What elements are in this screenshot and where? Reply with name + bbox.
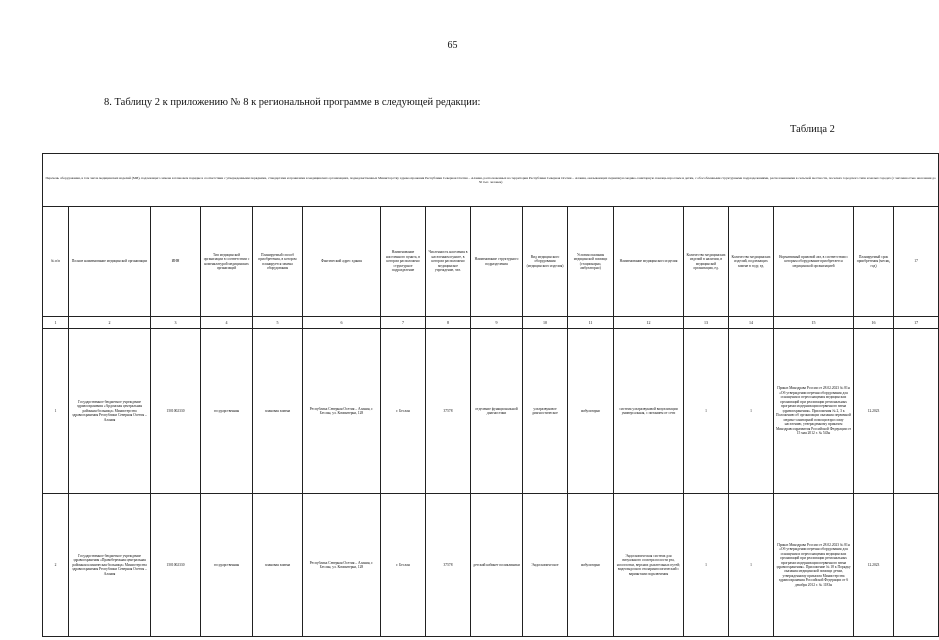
column-number: 6 [303,317,381,329]
cell-extra [894,494,939,637]
cell-kind: ультразвуковое диагностическое [523,329,568,494]
page-number: 65 [447,40,458,51]
column-number: 2 [69,317,151,329]
column-header: Вид медицинского оборудования (медицинского изделия) [523,207,568,317]
cell-org: Государственное бюджетное учреждение здравоохранения «Правобережная центральная районная клиническая больница» Министерства здравоохранения Республики Северная Осетия – Алания [69,494,151,637]
column-header: Наименование медицинского изделия [614,207,684,317]
column-number: 4 [201,317,253,329]
column-header: Планируемый способ приобретения, в котором планируется замена оборудования [253,207,303,317]
column-number: 14 [729,317,774,329]
cell-qty-have: 1 [684,329,729,494]
equipment-table [42,153,939,637]
cell-extra [894,329,939,494]
table-header-row [43,207,939,317]
cell-population: 37578 [426,494,471,637]
column-header: Полное наименование медицинской организации [69,207,151,317]
cell-num: 1 [43,329,69,494]
table-row [43,329,939,494]
column-number: 3 [151,317,201,329]
intro-text: 8. Таблицу 2 к приложению № 8 к региональной программе в следующей редакции: [104,97,481,108]
cell-address: Республика Северная Осетия – Алания, г. Беслан, ул. Коминтерна, 128 [303,329,381,494]
column-header: 17 [894,207,939,317]
column-number-row [43,317,939,329]
cell-device: Эндоскопическая система для визуального осмотра полости рта, носоглотки, верхних дыхательных путей; видеоэндоскоп отоларингологический с вариантами подключения [614,494,684,637]
column-header: Численность населения в населенном пункте, в котором расположено медицинское учреждение, чел. [426,207,471,317]
column-number: 13 [684,317,729,329]
column-number: 11 [568,317,614,329]
cell-method: плановая замена [253,329,303,494]
column-header: Планируемый срок приобретения (месяц, год) [854,207,894,317]
column-header: Наименование населенного пункта, в котором расположено структурное подразделение [381,207,426,317]
cell-method: плановая замена [253,494,303,637]
cell-settlement: г. Беслан [381,494,426,637]
column-number: 15 [774,317,854,329]
column-number: 9 [471,317,523,329]
cell-kind: Эндоскопическое [523,494,568,637]
cell-type: государственная [201,329,253,494]
cell-subdivision: детский кабинет поликлиники [471,494,523,637]
column-number: 8 [426,317,471,329]
cell-subdivision: отделение функциональной диагностики [471,329,523,494]
cell-term: 12.2023 [854,494,894,637]
cell-type: государственная [201,494,253,637]
column-number: 1 [43,317,69,329]
column-header: Условия оказания медицинской помощи (стационарно, амбулаторно) [568,207,614,317]
column-header: Фактический адрес здания [303,207,381,317]
column-number: 10 [523,317,568,329]
column-header: № п/п [43,207,69,317]
cell-term: 12.2023 [854,329,894,494]
column-number: 5 [253,317,303,329]
cell-inn: 1501002330 [151,329,201,494]
column-header: Количество медицинских изделий в наличии, в медицинской организации, ед. [684,207,729,317]
column-header: Наименование структурного подразделения [471,207,523,317]
column-number: 17 [894,317,939,329]
cell-legal-act: Приказ Минздрава России от 28.02.2023 № 81н «Об утверждении перечня оборудования для оснащения и переоснащения медицинских организаций при реализации региональных программ модернизации первичного звена здравоохранения». Приложения № 2, 3 к Положению об организации оказания первичной медико-санитарной помощи взрослому населению, утвержденному приказом Минздравсоцразвития Российской Федерации от 15 мая 2012 г. № 543н [774,329,854,494]
cell-inn: 1501002330 [151,494,201,637]
column-number: 12 [614,317,684,329]
column-header: Количество медицинских изделий, подлежащих замене в году, ед. [729,207,774,317]
column-number: 7 [381,317,426,329]
cell-qty-replace: 1 [729,329,774,494]
cell-address: Республика Северная Осетия – Алания, г. Беслан, ул. Коминтерна, 128 [303,494,381,637]
column-header: Тип медицинской организации в соответствии с номенклатурой медицинских организаций [201,207,253,317]
cell-qty-replace: 1 [729,494,774,637]
table-row [43,494,939,637]
column-header: ИНН [151,207,201,317]
cell-legal-act: Приказ Минздрава России от 28.02.2023 № 81н «Об утверждении перечня оборудования для оснащения и переоснащения медицинских организаций при реализации региональных программ модернизации первичного звена здравоохранения». Приложение № 18 к Порядку оказания медицинской помощи детям, утвержденному приказом Министерства здравоохранения Российской Федерации от 6 декабря 2012 г. № 1183н [774,494,854,637]
cell-qty-have: 1 [684,494,729,637]
cell-settlement: г. Беслан [381,329,426,494]
cell-num: 2 [43,494,69,637]
cell-population: 37578 [426,329,471,494]
table-label: Таблица 2 [790,124,835,135]
cell-conditions: амбулаторно [568,329,614,494]
cell-org: Государственное бюджетное учреждение здравоохранения «Ардонская центральная районная больница» Министерства здравоохранения Республики Северная Осетия – Алания [69,329,151,494]
cell-device: система ультразвуковой визуализации универсальная, с питанием от сети [614,329,684,494]
table-caption: Перечень оборудования, в том числе медицинских изделий (МИ), подлежащего замене в плановом порядке в соответствии с утвержденными порядками, стандартами и правилами в медицинских организациях, подведомственных Министерству здравоохранения Республики Северная Осетия – Алания, расположенных на территории Республики Северная Осетия – Алания, оказывающих первичную медико-санитарную помощь взрослым и детям, с обособленными структурными подразделениями, расположенными в сельской местности, поселках городского типа и малых городах (с численностью населения до 50 тыс. человек) [43,154,939,207]
cell-conditions: амбулаторно [568,494,614,637]
column-header: Нормативный правовой акт, в соответствии с которым оборудование приобретается медицинской организацией [774,207,854,317]
table-caption-row [43,154,939,207]
column-number: 16 [854,317,894,329]
